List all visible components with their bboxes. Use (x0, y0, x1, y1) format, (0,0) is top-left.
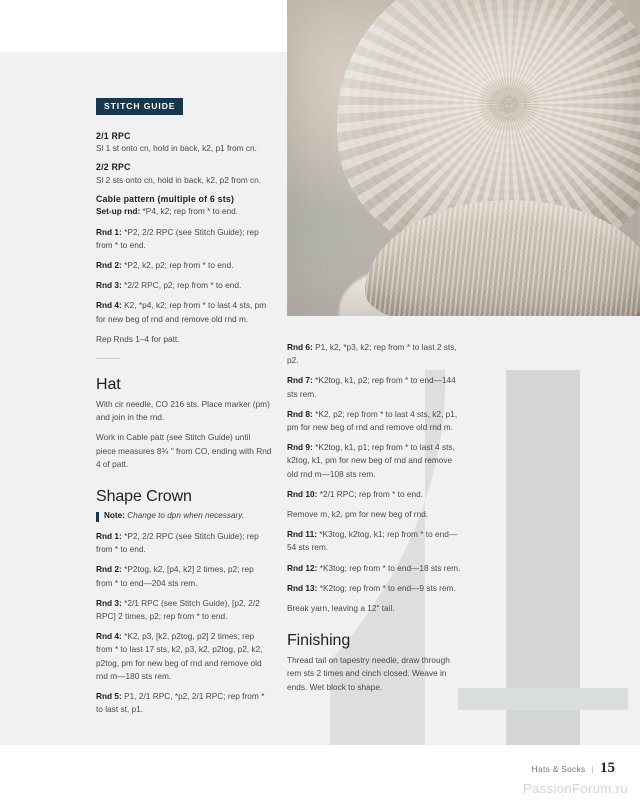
crown-round-2 (96, 563, 272, 589)
right-text-column (287, 341, 465, 701)
round-label: Rnd 2: (96, 260, 122, 271)
stitch-desc-2-2-rpc: Sl 2 sts onto cn, hold in back, k2, p2 from cn. (96, 174, 262, 185)
note-text (104, 510, 244, 522)
round-text: *2/2 RPC, p2; rep from * to end. (121, 280, 242, 291)
section-divider (96, 358, 120, 359)
page-footer (0, 745, 640, 800)
round-text: *K2, p2; rep from * to last 4 sts, k2, p1, pm for new beg of rnd and remove old rnd m. (287, 408, 458, 433)
round-label: Rnd 9: (287, 442, 313, 453)
crown-round-12 (287, 562, 465, 575)
stitch-round-4 (96, 299, 272, 325)
note-body: Change to dpn when necessary. (124, 511, 245, 521)
crown-round-5 (96, 690, 272, 716)
round-text: *2/1 RPC (see Stitch Guide), [p2, 2/2 RPC] 2 times, p2; rep from * to end. (96, 597, 260, 622)
folio-section: Hats & Socks (531, 764, 586, 774)
round-text: *2/1 RPC; rep from * to end. (317, 488, 424, 499)
crown-round-10 (287, 488, 465, 501)
round-label: Rnd 1: (96, 226, 122, 237)
round-label: Rnd 13: (287, 582, 318, 593)
round-text: *P2, k2, p2; rep from * to end. (121, 260, 234, 271)
crown-round-13 (287, 582, 465, 595)
crown-round-7 (287, 374, 465, 400)
note-label: Note: (104, 511, 125, 521)
round-label: Rnd 1: (96, 531, 122, 542)
finishing-text: Thread tail on tapestry needle, draw through rem sts 2 times and cinch closed. Weave in ends. Wet block to shape. (287, 655, 450, 692)
round-label: Set-up rnd: (96, 206, 141, 217)
round-label: Rnd 4: (96, 300, 122, 311)
round-text: *P2, 2/2 RPC (see Stitch Guide); rep from * to end. (96, 226, 259, 250)
shape-crown-heading: Shape Crown (96, 488, 192, 506)
round-text: *K2tog; rep from * to end—9 sts rem. (317, 582, 456, 593)
finishing-heading: Finishing (287, 632, 351, 650)
folio (532, 760, 615, 777)
crown-round-11 (287, 528, 465, 554)
round-label: Rnd 3: (96, 597, 122, 608)
round-label: Rnd 12: (287, 562, 318, 573)
round-text: P1, 2/1 RPC, *p2, 2/1 RPC; rep from * to last st, p1. (96, 691, 265, 715)
round-text: P1, k2, *p3, k2; rep from * to last 2 sts, p2. (287, 342, 457, 366)
crown-round-1 (96, 530, 272, 556)
stitch-round-setup (96, 205, 272, 218)
stitch-term-2-1-rpc: 2/1 RPC (96, 130, 131, 141)
round-label: Rnd 11: (287, 529, 317, 540)
folio-page-number: 15 (600, 760, 615, 776)
round-label: Rnd 4: (96, 631, 122, 642)
round-text: K2, *p4, k2; rep from * to last 4 sts, pm for new beg of rnd and remove old rnd m. (96, 300, 267, 324)
hat-heading: Hat (96, 376, 121, 394)
round-label: Rnd 10: (287, 488, 318, 499)
round-text: *K2, p3, [k2, p2tog, p2] 2 times; rep from * to last 17 sts, k2, p3, k2, p2tog, p2, k2, p2tog, pm for new beg of rnd and remove old rnd m—180 sts rem. (96, 631, 263, 681)
photo-vignette (287, 0, 640, 316)
hat-paragraph-2: Work in Cable patt (see Stitch Guide) until piece measures 8¾ ʺ from CO, ending with Rnd 4 of patt. (96, 432, 272, 469)
crown-round-8 (287, 408, 465, 434)
round-text: *P2tog, k2, [p4, k2] 2 times, p2; rep from * to end—204 sts rem. (96, 564, 254, 588)
left-text-column (96, 96, 272, 723)
round-label: Rnd 2: (96, 564, 122, 575)
crown-round-9 (287, 441, 465, 481)
crown-round-3 (96, 597, 272, 623)
round-label: Rnd 7: (287, 375, 313, 386)
stitch-guide-badge: STITCH GUIDE (96, 98, 183, 115)
crown-break-yarn: Break yarn, leaving a 12ʺ tail. (287, 603, 395, 614)
folio-separator: | (591, 764, 594, 774)
stitch-round-3 (96, 279, 272, 292)
round-label: Rnd 6: (287, 342, 313, 352)
stitch-desc-2-1-rpc: Sl 1 st onto cn, hold in back, k2, p1 from cn. (96, 143, 257, 153)
stitch-round-1 (96, 226, 272, 252)
cable-pattern-heading: Cable pattern (multiple of 6 sts) (96, 193, 235, 204)
stitch-round-2 (96, 259, 272, 272)
round-text: *P4, k2; rep from * to end. (140, 206, 239, 217)
round-text: *K3tog, k2tog, k1; rep from * to end—54 sts rem. (287, 529, 458, 553)
round-text: *K2tog, k1, p1; rep from * to last 4 sts, k2tog, k1, pm for new beg of rnd and remove old rnd m—108 sts rem. (287, 442, 455, 479)
shape-crown-note (96, 510, 272, 522)
stitch-term-2-2-rpc: 2/2 RPC (96, 162, 131, 173)
round-label: Rnd 5: (96, 691, 122, 702)
hat-paragraph-1: With cir needle, CO 216 sts. Place marker (pm) and join in the rnd. (96, 399, 270, 423)
crown-round-6 (287, 341, 465, 367)
round-label: Rnd 3: (96, 280, 122, 291)
round-text: *K3tog; rep from * to end—18 sts rem. (317, 562, 461, 573)
round-label: Rnd 8: (287, 408, 313, 419)
round-text: *P2, 2/2 RPC (see Stitch Guide); rep from * to end. (96, 531, 259, 555)
round-text: *K2tog, k1, p2; rep from * to end—144 sts rem. (287, 375, 456, 399)
crown-round-4 (96, 630, 272, 683)
stitch-repeat-note: Rep Rnds 1–4 for patt. (96, 333, 180, 344)
crown-remove-marker-line: Remove m, k2, pm for new beg of rnd. (287, 509, 429, 520)
hero-photo (287, 0, 640, 316)
note-accent-bar (96, 512, 99, 522)
watermark: PassionForum.ru (523, 781, 628, 796)
